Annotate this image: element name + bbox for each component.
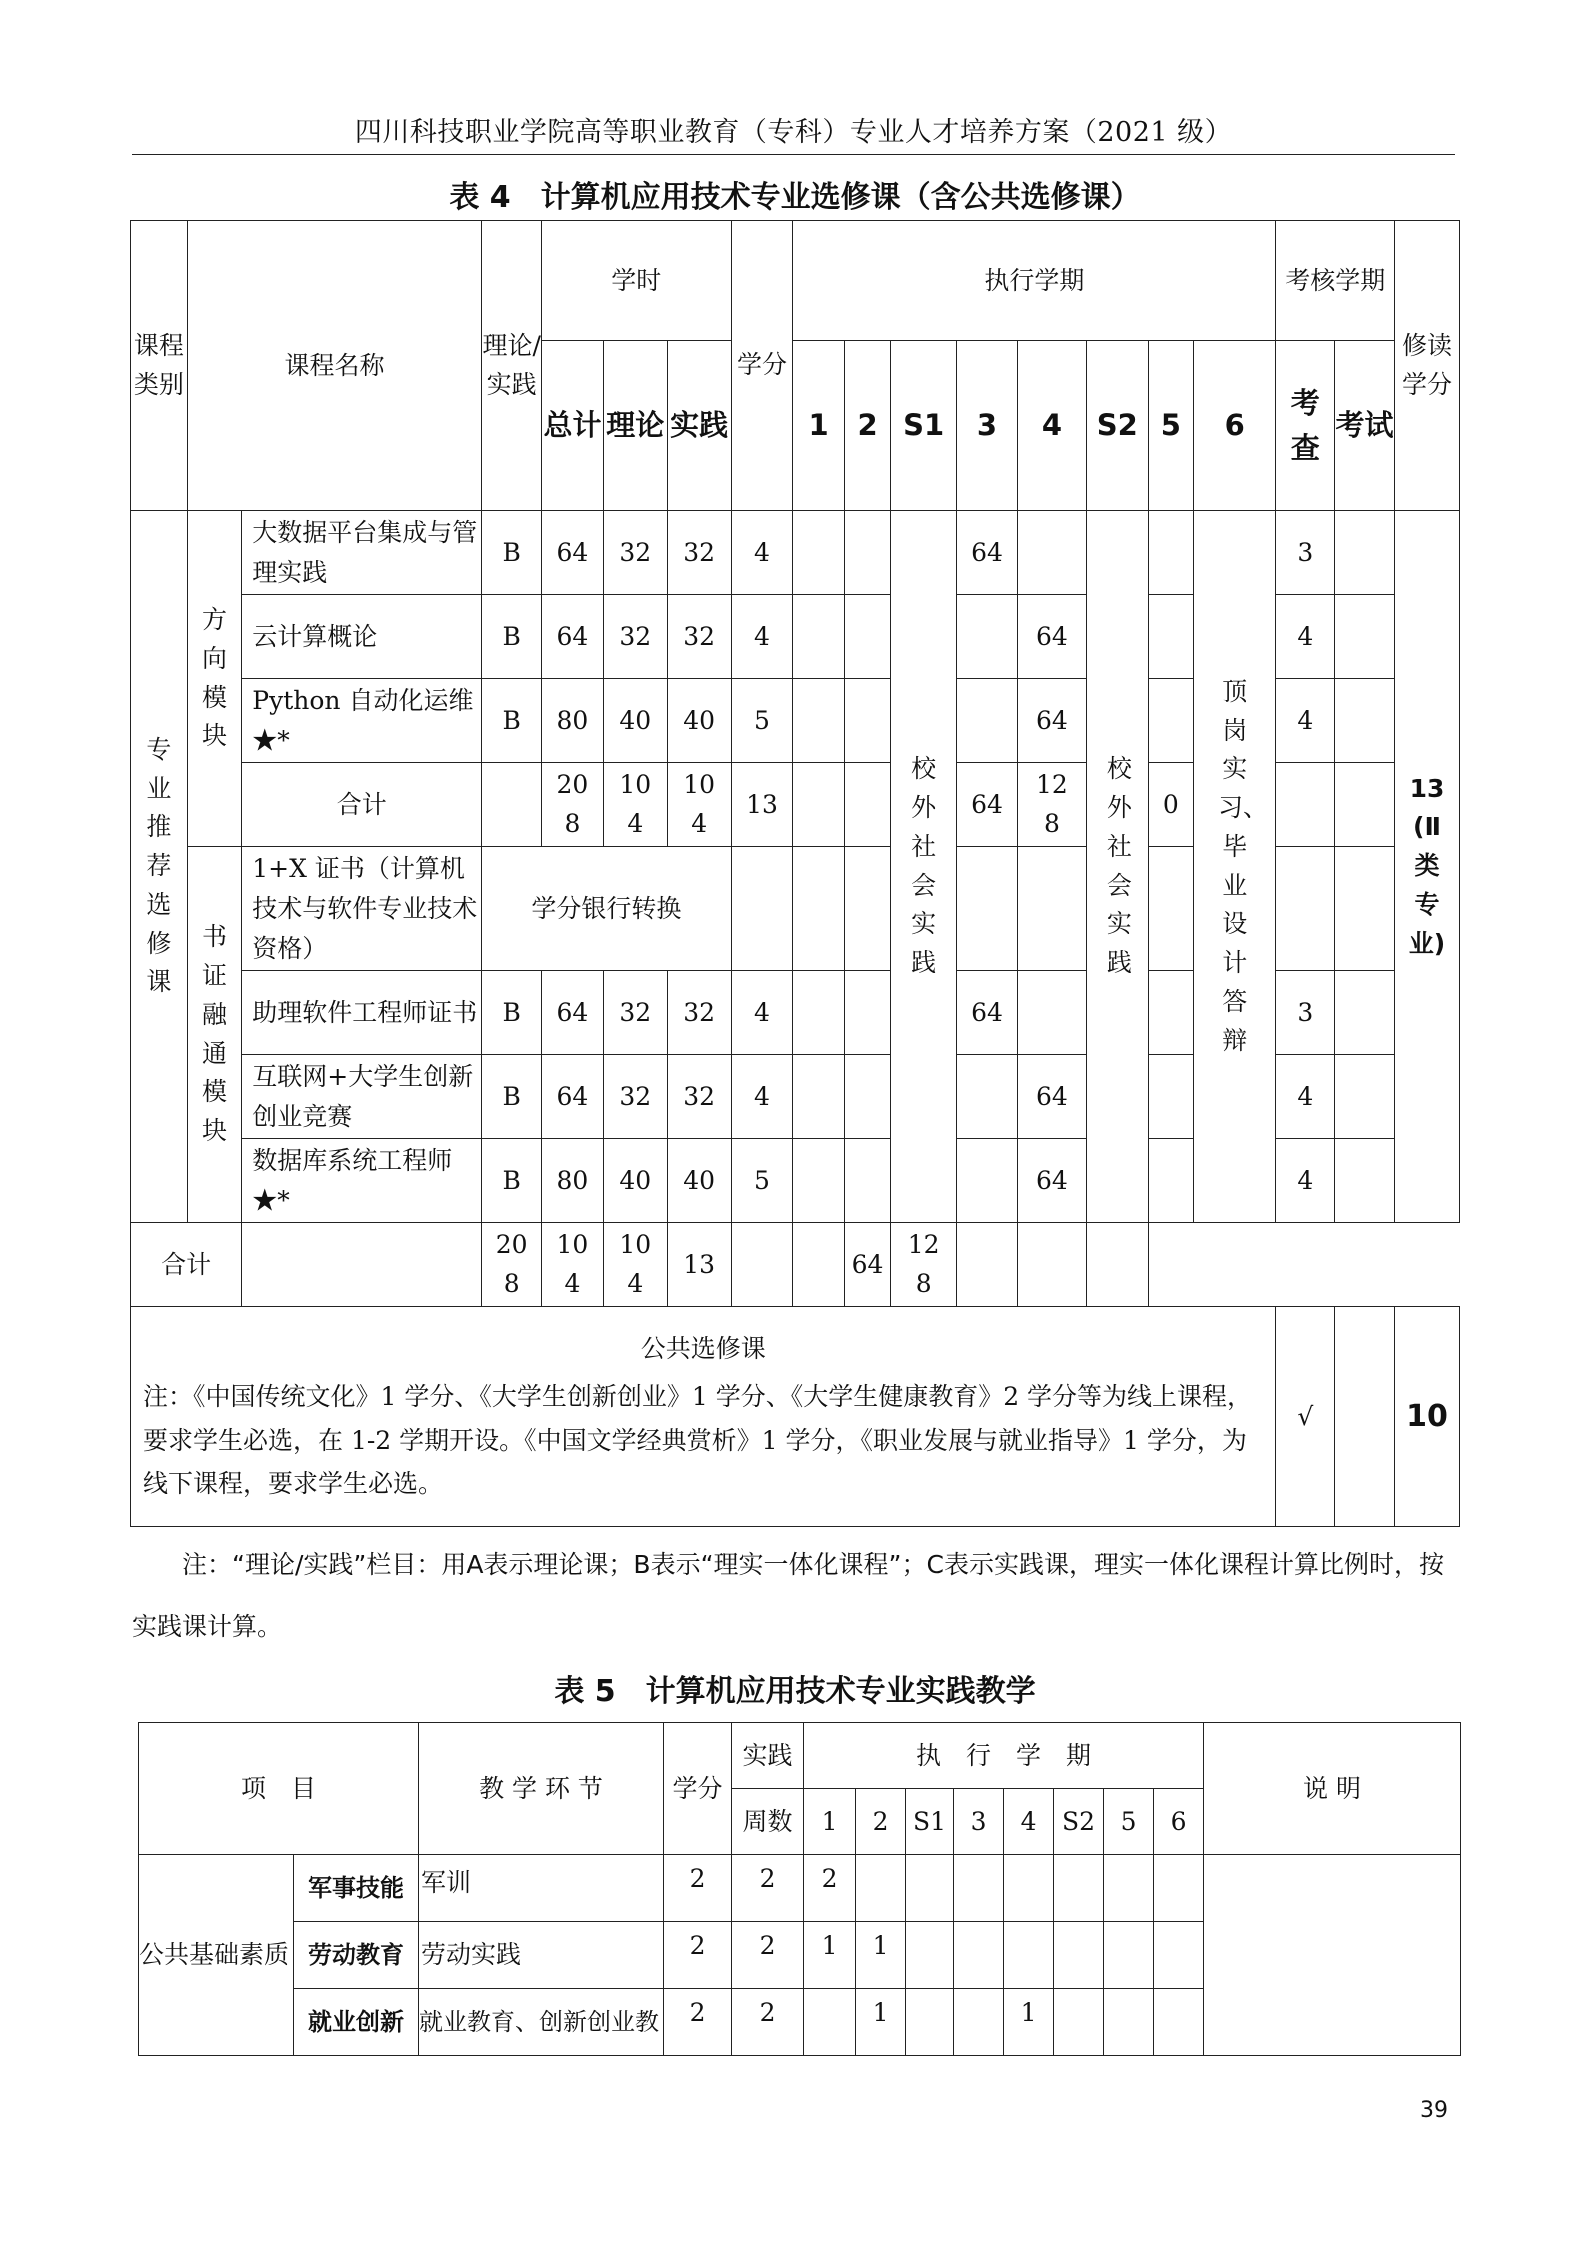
sem2-cell — [844, 595, 890, 679]
course-name: 1+X 证书（计算机技术与软件专业技术资格） — [242, 847, 482, 971]
t5-subcategory: 军事技能 — [294, 1855, 419, 1922]
t5-link-header: 教 学 环 节 — [419, 1723, 664, 1855]
course-name: 云计算概论 — [242, 595, 482, 679]
subtotal-practice: 104 — [603, 1223, 667, 1307]
sem4-cell — [1017, 971, 1086, 1055]
t5-semS2 — [1054, 1855, 1104, 1922]
course-total: 64 — [542, 971, 604, 1055]
table4-title: 表 4 计算机应用技术专业选修课（含公共选修课） — [449, 180, 1141, 215]
t5-subcategory: 劳动教育 — [294, 1922, 419, 1989]
course-practice: 32 — [667, 511, 731, 595]
sem1-cell — [793, 763, 845, 847]
sem4-cell — [1017, 511, 1086, 595]
t5-semS2 — [1054, 1922, 1104, 1989]
sem3-cell — [957, 595, 1018, 679]
sem5-cell — [957, 1223, 1018, 1307]
check-cell: 4 — [1276, 1055, 1335, 1139]
public-elective-cell — [131, 1307, 1276, 1527]
semester-header: 2 — [844, 341, 890, 511]
course-name: 大数据平台集成与管理实践 — [242, 511, 482, 595]
t5-weeks: 2 — [732, 1855, 804, 1922]
cert-note: 学分银行转换 — [482, 847, 731, 971]
col-assess-header: 考核学期 — [1276, 221, 1394, 341]
course-type: B — [482, 679, 542, 763]
subtotal-label: 合计 — [242, 763, 482, 847]
t5-sem6 — [1154, 1855, 1204, 1922]
sem2-cell — [844, 511, 890, 595]
sem1-cell — [793, 971, 845, 1055]
subtotal-theory: 104 — [542, 1223, 604, 1307]
t5-sem2 — [856, 1855, 906, 1922]
course-credit: 4 — [731, 511, 793, 595]
subtotal-practice: 104 — [667, 763, 731, 847]
sem5-cell — [1148, 1055, 1193, 1139]
col-hours-header: 学时 — [542, 221, 732, 341]
subtotal-sem4: 128 — [891, 1223, 957, 1307]
col-schedule-header: 执行学期 — [793, 221, 1276, 341]
exam-cell — [1335, 511, 1395, 595]
table5 — [138, 1722, 1461, 2056]
sem2-cell — [793, 1223, 845, 1307]
t5-semester-header: 6 — [1154, 1789, 1204, 1855]
exam-cell — [1335, 971, 1395, 1055]
sem1-cell — [793, 847, 845, 971]
col-credit-header: 学分 — [731, 221, 793, 511]
course-type: B — [482, 511, 542, 595]
s6-span-cell: 顶岗实习、毕业设计答辩 — [1194, 511, 1276, 1223]
t5-credit: 2 — [664, 1855, 732, 1922]
course-name: 数据库系统工程师★* — [242, 1139, 482, 1223]
sem2-cell — [844, 679, 890, 763]
semester-header: 4 — [1017, 341, 1086, 511]
sem3-cell — [957, 1055, 1018, 1139]
sem4-cell: 64 — [1017, 595, 1086, 679]
course-credit: 5 — [731, 1139, 793, 1223]
col-category-header: 课程类别 — [131, 221, 188, 511]
subtotal-type — [482, 763, 542, 847]
exam-cell — [1086, 1223, 1148, 1307]
subtotal-sem3: 64 — [844, 1223, 890, 1307]
course-theory: 40 — [603, 679, 667, 763]
page-number: 39 — [1420, 2098, 1448, 2123]
course-total: 80 — [542, 1139, 604, 1223]
t5-weeks-header-bottom: 周数 — [732, 1789, 804, 1855]
semester-header: S1 — [891, 341, 957, 511]
course-type: B — [482, 1139, 542, 1223]
module-cert: 书证融通模块 — [187, 847, 242, 1223]
sem1-cell — [793, 595, 845, 679]
sem2-cell — [844, 847, 890, 971]
subtotal-label: 合计 — [131, 1223, 242, 1307]
semester-header: 5 — [1148, 341, 1193, 511]
t5-semester-header: 1 — [804, 1789, 856, 1855]
sem5-cell — [1148, 595, 1193, 679]
col-exam-header: 考试 — [1335, 341, 1395, 511]
exam-cell — [1335, 595, 1395, 679]
sem1-cell — [793, 511, 845, 595]
t5-weeks-header-top: 实践 — [732, 1723, 804, 1789]
table4 — [130, 220, 1460, 1527]
course-credit: 4 — [731, 971, 793, 1055]
public-elective-title: 公共选修课 — [640, 1334, 766, 1363]
sem3-cell — [957, 679, 1018, 763]
course-credit: 5 — [731, 679, 793, 763]
check-cell: 4 — [1276, 679, 1335, 763]
t5-sem3 — [954, 1989, 1004, 2056]
t5-sem5 — [1104, 1922, 1154, 1989]
t5-sem4 — [1004, 1855, 1054, 1922]
subtotal-sem4: 128 — [1017, 763, 1086, 847]
course-type: B — [482, 595, 542, 679]
t5-semester-header: 4 — [1004, 1789, 1054, 1855]
check-cell — [1017, 1223, 1086, 1307]
course-credit: 4 — [731, 1055, 793, 1139]
t5-link: 劳动实践 — [419, 1922, 664, 1989]
elective-total-cell: 13(Ⅱ类专业) — [1394, 511, 1459, 1223]
t5-semester-header: 3 — [954, 1789, 1004, 1855]
check-cell: 3 — [1276, 971, 1335, 1055]
t5-semester-header: S1 — [906, 1789, 954, 1855]
col-name-header: 课程名称 — [187, 221, 482, 511]
t5-sem6 — [1154, 1989, 1204, 2056]
sem1-cell — [793, 679, 845, 763]
t5-item-header: 项 目 — [139, 1723, 419, 1855]
sem2-cell — [844, 1055, 890, 1139]
check-cell: 4 — [1276, 1139, 1335, 1223]
subtotal-credit: 13 — [731, 763, 793, 847]
t5-sem5 — [1104, 1989, 1154, 2056]
t5-remark-header: 说 明 — [1204, 1723, 1461, 1855]
course-theory: 32 — [603, 1055, 667, 1139]
t5-sem4: 1 — [1004, 1989, 1054, 2056]
sem2-cell — [844, 971, 890, 1055]
course-theory: 32 — [603, 971, 667, 1055]
t5-schedule-header: 执 行 学 期 — [804, 1723, 1204, 1789]
public-elective-note: 注：《中国传统文化》1 学分、《大学生创新创业》1 学分、《大学生健康教育》2 学分等为线上课程，要求学生必选，在 1-2 学期开设。《中国文学经典赏析》1 学分，《职业发展与就业指导》1 学分，为线下课程，要求学生必选。 — [143, 1381, 1253, 1499]
t5-category: 公共基础素质 — [139, 1855, 294, 2056]
course-total: 64 — [542, 595, 604, 679]
t5-semS2 — [1054, 1989, 1104, 2056]
course-type: B — [482, 971, 542, 1055]
course-practice: 32 — [667, 595, 731, 679]
t5-sem3 — [954, 1922, 1004, 1989]
course-total: 80 — [542, 679, 604, 763]
course-type: B — [482, 1055, 542, 1139]
col-practice-header: 实践 — [667, 341, 731, 511]
sem1-cell — [793, 1139, 845, 1223]
sem5-cell — [1148, 511, 1193, 595]
t5-semS1 — [906, 1855, 954, 1922]
exam-cell — [1335, 763, 1395, 847]
semester-header: 6 — [1194, 341, 1276, 511]
course-theory: 32 — [603, 511, 667, 595]
subtotal-total: 208 — [542, 763, 604, 847]
exam-cell — [1335, 847, 1395, 971]
check-cell — [1276, 847, 1335, 971]
semester-header: S2 — [1086, 341, 1148, 511]
exam-cell — [1335, 1139, 1395, 1223]
module-direction: 方向模块 — [187, 511, 242, 847]
sem3-cell: 64 — [957, 971, 1018, 1055]
t5-subcategory: 就业创新 — [294, 1989, 419, 2056]
t5-semester-header: 5 — [1104, 1789, 1154, 1855]
course-total: 64 — [542, 511, 604, 595]
s1-span-cell: 校外社会实践 — [891, 511, 957, 1223]
sem4-cell: 64 — [1017, 1055, 1086, 1139]
t5-sem6 — [1154, 1922, 1204, 1989]
t5-credit-header: 学分 — [664, 1723, 732, 1855]
exam-cell — [1335, 679, 1395, 763]
check-cell — [1276, 763, 1335, 847]
header-divider — [132, 154, 1455, 155]
course-practice: 32 — [667, 1055, 731, 1139]
t5-sem3 — [954, 1855, 1004, 1922]
col-theory-header: 理论 — [603, 341, 667, 511]
public-exam-cell — [1335, 1307, 1395, 1527]
t5-sem2: 1 — [856, 1989, 906, 2056]
t5-credit: 2 — [664, 1989, 732, 2056]
t5-semester-header: S2 — [1054, 1789, 1104, 1855]
sem4-cell — [1017, 847, 1086, 971]
t5-sem2: 1 — [856, 1922, 906, 1989]
t5-sem1: 1 — [804, 1922, 856, 1989]
t5-weeks: 2 — [732, 1989, 804, 2056]
sem2-cell — [844, 763, 890, 847]
subtotal-total: 208 — [482, 1223, 542, 1307]
t5-link: 军训 — [419, 1855, 664, 1922]
t5-remark — [1204, 1855, 1461, 2056]
t5-sem1 — [804, 1989, 856, 2056]
course-practice: 40 — [667, 679, 731, 763]
course-practice: 32 — [667, 971, 731, 1055]
subtotal-sem3: 64 — [957, 763, 1018, 847]
col-check-header: 考查 — [1276, 341, 1335, 511]
course-credit — [731, 847, 793, 971]
sem4-cell: 64 — [1017, 1139, 1086, 1223]
t5-sem4 — [1004, 1922, 1054, 1989]
course-theory: 40 — [603, 1139, 667, 1223]
col-type-header: 理论/实践 — [482, 221, 542, 511]
semester-header: 3 — [957, 341, 1018, 511]
category-cell: 专业推荐选修课 — [131, 511, 188, 1223]
page-header: 四川科技职业学院高等职业教育（专科）专业人才培养方案（2021 级） — [354, 117, 1233, 148]
t5-semS1 — [906, 1922, 954, 1989]
t5-sem1: 2 — [804, 1855, 856, 1922]
col-elective-credit-header: 修读学分 — [1394, 221, 1459, 511]
s2-span-cell: 校外社会实践 — [1086, 511, 1148, 1223]
sem3-cell — [957, 847, 1018, 971]
sem3-cell: 64 — [957, 511, 1018, 595]
sem5-cell — [1148, 1139, 1193, 1223]
exam-cell — [1335, 1055, 1395, 1139]
t5-semester-header: 2 — [856, 1789, 906, 1855]
semester-header: 1 — [793, 341, 845, 511]
t5-credit: 2 — [664, 1922, 732, 1989]
subtotal-credit: 13 — [667, 1223, 731, 1307]
sem4-cell: 64 — [1017, 679, 1086, 763]
sem3-cell — [957, 1139, 1018, 1223]
subtotal-theory: 104 — [603, 763, 667, 847]
t5-semS1 — [906, 1989, 954, 2056]
subtotal-sem5: 0 — [1148, 763, 1193, 847]
check-cell: 3 — [1276, 511, 1335, 595]
subtotal-type — [242, 1223, 482, 1307]
sem1-cell — [793, 1055, 845, 1139]
t5-weeks: 2 — [732, 1922, 804, 1989]
course-credit: 4 — [731, 595, 793, 679]
course-total: 64 — [542, 1055, 604, 1139]
col-total-header: 总计 — [542, 341, 604, 511]
course-theory: 32 — [603, 595, 667, 679]
check-cell: 4 — [1276, 595, 1335, 679]
public-credit-cell: 10 — [1394, 1307, 1459, 1527]
t5-sem5 — [1104, 1855, 1154, 1922]
sem5-cell — [1148, 847, 1193, 971]
sem2-cell — [844, 1139, 890, 1223]
public-check-cell: √ — [1276, 1307, 1335, 1527]
course-name: 助理软件工程师证书 — [242, 971, 482, 1055]
course-name: 互联网+大学生创新创业竞赛 — [242, 1055, 482, 1139]
t5-link: 就业教育、创新创业教 — [419, 1989, 664, 2056]
sem5-cell — [1148, 971, 1193, 1055]
sem5-cell — [1148, 679, 1193, 763]
course-practice: 40 — [667, 1139, 731, 1223]
sem1-cell — [731, 1223, 793, 1307]
table4-footnote: 注：“理论/实践”栏目：用A表示理论课；B表示“理实一体化课程”；C表示实践课，理实一体化课程计算比例时，按实践课计算。 — [132, 1550, 1444, 1641]
course-name: Python 自动化运维★* — [242, 679, 482, 763]
table5-title: 表 5 计算机应用技术专业实践教学 — [554, 1674, 1036, 1709]
